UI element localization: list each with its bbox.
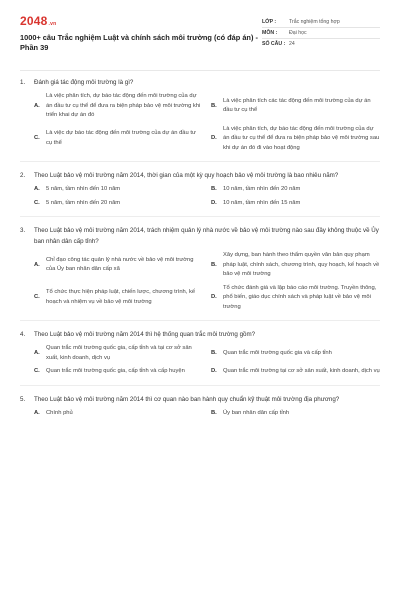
- question-2: [20, 170, 380, 217]
- option-letter: C.: [34, 294, 40, 300]
- option-text: 5 năm, tầm nhìn đến 20 năm: [46, 199, 121, 206]
- question-3: [20, 225, 380, 321]
- question-body: Theo Luật bảo vệ môi trường năm 2014, trách nhiệm quản lý nhà nước về bảo vệ môi trường nào sau đây không thuộc về Ủy ban nhân dân cấp tỉnh?: [34, 227, 379, 245]
- option-a[interactable]: [34, 183, 203, 197]
- meta-label: LỚP :: [262, 19, 277, 25]
- question-4: [20, 329, 380, 386]
- option-text: 10 năm, tầm nhìn đến 15 năm: [223, 199, 301, 206]
- question-divider: [20, 161, 380, 162]
- option-letter: D.: [211, 294, 217, 300]
- question-body: Theo Luật bảo vệ môi trường năm 2014, thời gian của một kỳ quy hoạch bảo vệ môi trường là bao nhiêu năm?: [34, 172, 339, 179]
- option-c[interactable]: [34, 365, 203, 379]
- option-letter: A.: [34, 409, 40, 416]
- option-letter: B.: [211, 261, 217, 268]
- question-divider: [20, 320, 380, 321]
- option-letter: C.: [34, 199, 40, 206]
- question-divider: [20, 216, 380, 217]
- question-1: [20, 77, 380, 162]
- option-b[interactable]: [211, 249, 380, 282]
- option-text: Quan trắc môi trường quốc gia, cấp tỉnh và tại cơ sở sản xuất, kinh doanh, dịch vụ: [46, 345, 192, 361]
- option-letter: A.: [34, 349, 40, 356]
- options: [20, 90, 380, 155]
- meta-value: Đại học: [289, 30, 307, 36]
- meta-row-subject: [262, 28, 380, 39]
- option-letter: B.: [211, 409, 217, 416]
- option-b[interactable]: [211, 90, 380, 123]
- option-letter: B.: [211, 349, 217, 356]
- option-b[interactable]: [211, 407, 380, 421]
- meta-label: SỐ CÂU :: [262, 41, 286, 47]
- meta-value: Trắc nghiệm tổng hợp: [289, 19, 340, 25]
- option-text: Ủy ban nhân dân cấp tỉnh: [223, 409, 290, 416]
- option-d[interactable]: [211, 197, 380, 211]
- option-letter: D.: [211, 368, 217, 374]
- option-letter: C.: [34, 368, 40, 374]
- page-header: [20, 0, 380, 66]
- question-text: [20, 225, 380, 247]
- options: [20, 342, 380, 379]
- option-text: 5 năm, tầm nhìn đến 10 năm: [46, 186, 121, 192]
- option-text: Quan trắc môi trường quốc gia và cấp tỉnh: [223, 349, 332, 356]
- options: [20, 407, 380, 421]
- site-logo[interactable]: 2048.vn: [20, 14, 57, 28]
- option-b[interactable]: [211, 342, 380, 365]
- option-letter: A.: [34, 102, 40, 109]
- question-number: 5.: [20, 395, 26, 403]
- option-letter: D.: [211, 135, 217, 141]
- option-c[interactable]: [34, 123, 203, 156]
- option-letter: D.: [211, 199, 217, 206]
- question-divider: [20, 385, 380, 386]
- option-text: Chỉ đạo công tác quản lý nhà nước về bảo vệ môi trường của Ủy ban nhân dân cấp xã: [46, 256, 194, 273]
- option-a[interactable]: [34, 407, 203, 421]
- question-number: 1.: [20, 79, 26, 86]
- option-text: Tổ chức đánh giá và lập báo cáo môi trường. Truyền thông, phổ biến, giáo dục chính sách và pháp luật về bảo vệ môi trường: [223, 284, 377, 310]
- question-body: Đánh giá tác động môi trường là gì?: [34, 79, 134, 86]
- option-d[interactable]: [211, 123, 380, 156]
- option-letter: B.: [211, 102, 217, 109]
- option-a[interactable]: [34, 342, 203, 365]
- option-letter: A.: [34, 261, 40, 268]
- question-number: 2.: [20, 172, 26, 179]
- meta-row-count: [262, 39, 380, 49]
- question-text: [20, 329, 380, 340]
- question-text: [20, 77, 380, 88]
- question-5: [20, 394, 380, 421]
- meta-value: 24: [289, 41, 295, 47]
- options: [20, 183, 380, 210]
- option-text: Là việc phân tích, dự báo tác động đến môi trường của dự án đầu tư cụ thể để đưa ra biện pháp bảo vệ môi trường khi triển khai dự án đó: [46, 93, 201, 118]
- header-left: [20, 14, 260, 66]
- options: [20, 249, 380, 314]
- option-letter: B.: [211, 186, 217, 192]
- option-d[interactable]: [211, 365, 380, 379]
- option-c[interactable]: [34, 197, 203, 211]
- option-letter: C.: [34, 135, 40, 141]
- option-text: Xây dựng, ban hành theo thẩm quyền văn bản quy phạm pháp luật, chính sách, chương trình, quy hoạch, kế hoạch về bảo vệ môi trường: [223, 252, 380, 277]
- meta-label: MÔN :: [262, 30, 278, 36]
- option-text: 10 năm, tầm nhìn đến 20 năm: [223, 186, 301, 192]
- meta-row-class: [262, 17, 380, 28]
- document-title: 1000+ câu Trắc nghiệm Luật và chính sách môi trường (có đáp án) - Phần 39: [20, 33, 258, 52]
- question-body: Theo Luật bảo vệ môi trường năm 2014 thì hệ thống quan trắc môi trường gồm?: [34, 331, 256, 338]
- question-list: [20, 71, 380, 420]
- option-letter: A.: [34, 186, 40, 192]
- option-text: Là việc dự báo tác động đến môi trường của dự án đầu tư cụ thể: [46, 130, 196, 146]
- option-text: Là việc phân tích, dự báo tác động đến môi trường của dự án đầu tư cụ thể để đưa ra biện pháp bảo vệ môi trường sau khi dự án đó đi vào hoạt động: [223, 125, 380, 151]
- question-text: [20, 170, 380, 181]
- option-b[interactable]: [211, 183, 380, 197]
- meta-info: [262, 14, 380, 66]
- question-body: Theo Luật bảo vệ môi trường năm 2014 thì cơ quan nào ban hành quy chuẩn kỹ thuật môi trường địa phương?: [34, 395, 340, 403]
- option-text: Là việc phân tích các tác động đến môi trường của dự án đầu tư cụ thể: [223, 97, 371, 114]
- option-text: Tổ chức thực hiện pháp luật, chiến lược, chương trình, kế hoạch và nhiệm vụ về bảo vệ môi trường: [46, 289, 196, 305]
- option-text: Quan trắc môi trường tại cơ sở sản xuất, kinh doanh, dịch vụ: [223, 368, 380, 374]
- option-text: Quan trắc môi trường quốc gia, cấp tỉnh và cấp huyện: [46, 368, 185, 374]
- option-a[interactable]: [34, 249, 203, 282]
- question-text: [20, 394, 380, 405]
- question-number: 3.: [20, 227, 26, 234]
- option-text: Chính phủ: [46, 409, 73, 416]
- option-a[interactable]: [34, 90, 203, 123]
- option-d[interactable]: [211, 282, 380, 315]
- question-number: 4.: [20, 331, 26, 338]
- option-c[interactable]: [34, 282, 203, 315]
